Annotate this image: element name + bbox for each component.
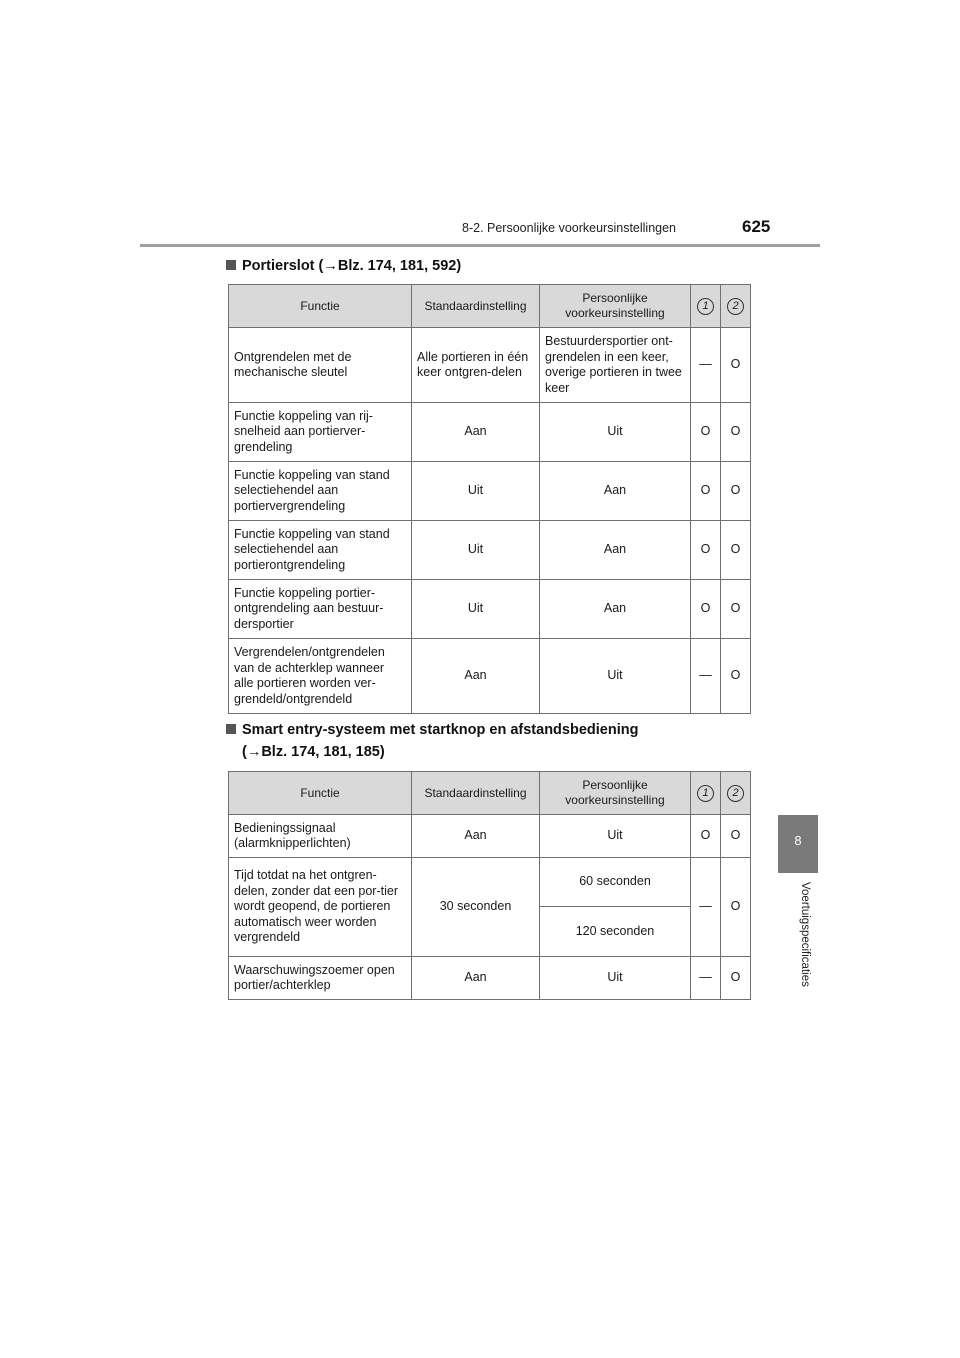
col-header-method-1 (691, 772, 721, 815)
cell-method-2: O (721, 521, 751, 580)
cell-custom-option-b: 120 seconden (540, 907, 691, 957)
col-header-default: Standaardinstelling (412, 772, 540, 815)
cell-method-1: — (691, 639, 721, 714)
table-header-row (229, 772, 751, 815)
cell-default: Alle portieren in één keer ontgren-delen (412, 328, 540, 403)
cell-method-1: O (691, 580, 721, 639)
col-header-custom: Persoonlijke voorkeursinstelling (540, 285, 691, 328)
square-bullet-icon (226, 724, 236, 734)
cell-method-1: — (691, 957, 721, 1000)
square-bullet-icon (226, 260, 236, 270)
cell-default: Uit (412, 580, 540, 639)
table-row (229, 403, 751, 462)
circled-two-icon: 2 (727, 785, 744, 802)
cell-custom: Uit (540, 815, 691, 858)
section-heading-door-lock (226, 255, 461, 277)
cell-default: Aan (412, 957, 540, 1000)
cell-method-1: O (691, 403, 721, 462)
cell-function: Vergrendelen/ontgrendelen van de achterklep wanneer alle portieren worden ver-grendeld/ontgrendeld (229, 639, 412, 714)
cell-custom: Uit (540, 957, 691, 1000)
page-number: 625 (742, 217, 771, 236)
cell-custom: Uit (540, 403, 691, 462)
table-header-row (229, 285, 751, 328)
cell-default: 30 seconden (412, 858, 540, 957)
cell-method-1: O (691, 815, 721, 858)
cell-custom: Aan (540, 580, 691, 639)
table-row (229, 462, 751, 521)
cell-custom: Bestuurdersportier ont-grendelen in een keer, overige portieren in twee keer (540, 328, 691, 403)
table-row (229, 957, 751, 1000)
cell-custom: Aan (540, 521, 691, 580)
cell-method-1: O (691, 521, 721, 580)
cell-function: Functie koppeling van stand selectiehendel aan portiervergrendeling (229, 462, 412, 521)
cell-method-2: O (721, 462, 751, 521)
cell-function: Functie koppeling van rij-snelheid aan portierver-grendeling (229, 403, 412, 462)
cell-method-2: O (721, 957, 751, 1000)
chapter-tab-label: Voertuigspecificaties (799, 882, 811, 987)
table-row (229, 521, 751, 580)
cell-function: Functie koppeling van stand selectiehendel aan portierontgrendeling (229, 521, 412, 580)
col-header-default: Standaardinstelling (412, 285, 540, 328)
section-title-line-1: Smart entry-systeem met startknop en afstandsbediening (242, 722, 639, 738)
col-header-method-2 (721, 285, 751, 328)
circled-one-icon: 1 (697, 785, 714, 802)
cell-method-2: O (721, 403, 751, 462)
cell-custom: Aan (540, 462, 691, 521)
cell-default: Aan (412, 403, 540, 462)
cell-method-2: O (721, 639, 751, 714)
cell-method-2: O (721, 580, 751, 639)
col-header-custom: Persoonlijke voorkeursinstelling (540, 772, 691, 815)
cell-method-2: O (721, 328, 751, 403)
table-row (229, 328, 751, 403)
cell-function: Waarschuwingszoemer open portier/achterklep (229, 957, 412, 1000)
section-heading-smart-entry-ref: (→Blz. 174, 181, 185) (242, 744, 385, 760)
cell-function: Tijd totdat na het ontgren-delen, zonder dat een por-tier wordt geopend, de portieren automatisch weer worden vergrendeld (229, 858, 412, 957)
cell-method-2: O (721, 858, 751, 957)
table-row (229, 580, 751, 639)
cell-function: Functie koppeling portier-ontgrendeling aan bestuur-dersportier (229, 580, 412, 639)
header-divider (140, 244, 820, 247)
col-header-function: Functie (229, 285, 412, 328)
col-header-method-1 (691, 285, 721, 328)
chapter-tab-number: 8 (794, 833, 802, 848)
table-row (229, 639, 751, 714)
cell-custom: Uit (540, 639, 691, 714)
header-section-title: 8-2. Persoonlijke voorkeursinstellingen (462, 221, 677, 235)
col-header-function: Functie (229, 772, 412, 815)
section-heading-smart-entry (226, 719, 638, 741)
cell-method-1: — (691, 858, 721, 957)
table-row (229, 858, 751, 907)
chapter-tab (778, 815, 818, 873)
cell-method-1: O (691, 462, 721, 521)
cell-default: Uit (412, 521, 540, 580)
circled-two-icon: 2 (727, 298, 744, 315)
cell-method-1: — (691, 328, 721, 403)
cell-method-2: O (721, 815, 751, 858)
cell-custom-option-a: 60 seconden (540, 858, 691, 907)
smart-entry-table (228, 771, 751, 1000)
cell-default: Aan (412, 815, 540, 858)
table-row (229, 815, 751, 858)
section-title: Portierslot (→Blz. 174, 181, 592) (242, 258, 462, 274)
circled-one-icon: 1 (697, 298, 714, 315)
door-lock-table (228, 284, 751, 714)
cell-function: Bedieningssignaal (alarmknipperlichten) (229, 815, 412, 858)
cell-default: Uit (412, 462, 540, 521)
cell-default: Aan (412, 639, 540, 714)
cell-function: Ontgrendelen met de mechanische sleutel (229, 328, 412, 403)
col-header-method-2 (721, 772, 751, 815)
